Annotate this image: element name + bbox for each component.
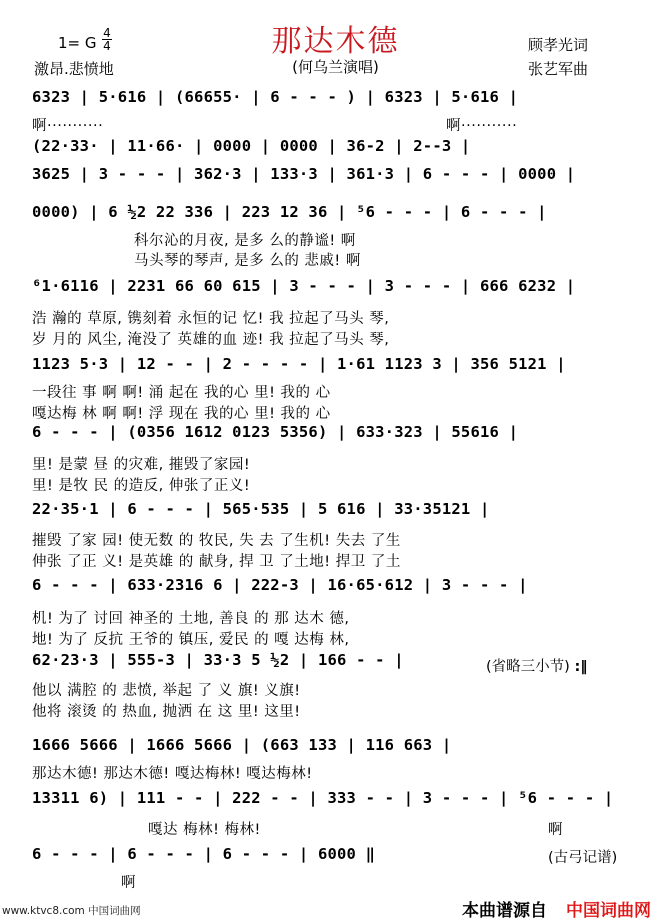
lyric-line: 那达木德! 那达木德! 嘎达梅林! 嘎达梅林! bbox=[32, 766, 313, 782]
notation-row-10: 62·23·3 | 555-3 | 33·3 5 ½2 | 166 - - | bbox=[32, 651, 404, 669]
notation-row-11: 1666 5666 | 1666 5666 | (663 133 | 116 663 | bbox=[32, 736, 452, 754]
time-numerator: 4 bbox=[103, 26, 111, 40]
song-title: 那达木德 bbox=[271, 24, 400, 59]
lyric-line: 啊 bbox=[121, 875, 136, 891]
footer-source-label: 本曲谱源自 bbox=[462, 901, 547, 921]
lyric-line: 地! 为了 反抗 王爷的 镇压, 爱民 的 嘎 达梅 林, bbox=[32, 632, 350, 648]
footer-brand[interactable]: 中国词曲网 bbox=[566, 901, 651, 921]
notation-row-12: 13311 6) | 111 - - | 222 - - | 333 - - | 3 - - - | ⁵6 - - - | bbox=[32, 789, 614, 807]
notation-row-8: 22·35·1 | 6 - - - | 565·535 | 5 616 | 33·35121 | bbox=[32, 500, 490, 518]
lyric-line: 啊 bbox=[548, 822, 563, 838]
notation-row-1: 6323 | 5·616 | (66655· | 6 - - - ) | 6323 | 5·616 | bbox=[32, 88, 519, 106]
key-text: 1= G bbox=[58, 34, 97, 52]
omit-text: (省略三小节) bbox=[486, 659, 570, 675]
expression-mark: 激昂.悲愤地 bbox=[34, 60, 114, 78]
omit-bars-note: (省略三小节) :‖ bbox=[486, 659, 588, 675]
lyric-line: 里! 是牧 民 的造反, 伸张了正义! bbox=[32, 478, 251, 494]
lyric-line: 科尔沁的月夜, 是多 么的静谧! 啊 bbox=[134, 233, 356, 249]
lyric-line: 啊··········· bbox=[32, 118, 104, 134]
notation-row-2: (22·33· | 11·66· | 0000 | 0000 | 36-2 | 2--3 | bbox=[32, 137, 471, 155]
lyric-line: 摧毁 了家 园! 使无数 的 牧民, 失 去 了生机! 失去 了生 bbox=[32, 533, 401, 549]
notation-row-6: 1123 5·3 | 12 - - | 2 - - - - | 1·61 1123 3 | 356 5121 | bbox=[32, 355, 566, 373]
lyric-line: 嘎达梅 林 啊 啊! 浮 现在 我的心 里! 我的 心 bbox=[32, 406, 331, 422]
lyric-line: 机! 为了 讨回 神圣的 土地, 善良 的 那 达木 德, bbox=[32, 611, 350, 627]
notation-row-3: 3625 | 3 - - - | 362·3 | 133·3 | 361·3 | 6 - - - | 0000 | bbox=[32, 165, 576, 183]
lyric-line: 岁 月的 风尘, 淹没了 英雄的血 迹! 我 拉起了马头 琴, bbox=[32, 332, 390, 348]
notation-row-5: ⁶1·6116 | 2231 66 60 615 | 3 - - - | 3 - - - | 666 6232 | bbox=[32, 277, 576, 295]
lyric-line: 他将 滚烫 的 热血, 抛洒 在 这 里! 这里! bbox=[32, 704, 301, 720]
lyric-line: 嘎达 梅林! 梅林! bbox=[148, 822, 261, 838]
notation-row-7: 6 - - - | (0356 1612 0123 5356) | 633·323 | 55616 | bbox=[32, 423, 519, 441]
ancient-notation-note: (古弓记谱) bbox=[548, 850, 618, 866]
footer-site[interactable]: www.ktvc8.com 中国词曲网 bbox=[2, 905, 141, 917]
composer: 张艺军曲 bbox=[528, 60, 589, 78]
lyric-line: 里! 是蒙 昼 的灾难, 摧毁了家园! bbox=[32, 457, 251, 473]
lyric-line: 他以 满腔 的 悲愤, 举起 了 义 旗! 义旗! bbox=[32, 683, 301, 699]
lyric-line: 浩 瀚的 草原, 镌刻着 永恒的记 忆! 我 拉起了马头 琴, bbox=[32, 311, 390, 327]
lyric-line: 一段往 事 啊 啊! 涌 起在 我的心 里! 我的 心 bbox=[32, 385, 331, 401]
lyric-line: 伸张 了正 义! 是英雄 的 献身, 捍 卫 了土地! 捍卫 了土 bbox=[32, 554, 401, 570]
song-subtitle: (何乌兰演唱) bbox=[292, 58, 379, 76]
notation-row-9: 6 - - - | 633·2316 6 | 222-3 | 16·65·612 | 3 - - - | bbox=[32, 576, 528, 594]
lyric-line: 啊··········· bbox=[446, 118, 518, 134]
time-denominator: 4 bbox=[103, 39, 111, 53]
lyricist: 顾孝光词 bbox=[528, 36, 589, 54]
notation-row-13: 6 - - - | 6 - - - | 6 - - - | 6000 ‖ bbox=[32, 845, 376, 863]
lyric-line: 马头琴的琴声, 是多 么的 悲戚! 啊 bbox=[134, 253, 361, 269]
notation-row-4: 0000) | 6 ½2 22 336 | 223 12 36 | ⁵6 - - - | 6 - - - | bbox=[32, 203, 547, 221]
